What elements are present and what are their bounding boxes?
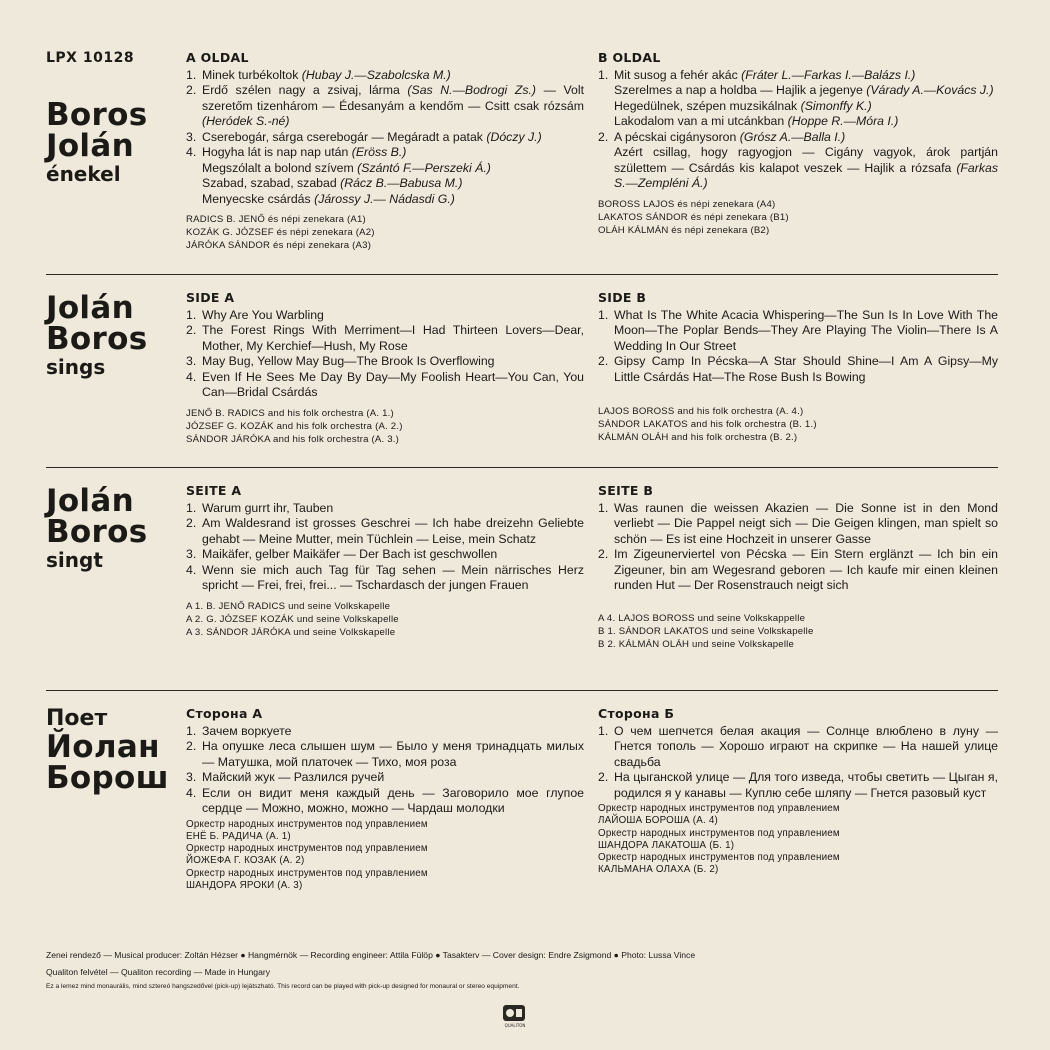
- track-title: Minek turbékoltok (Hubay J.—Szabolcska M.): [202, 67, 451, 82]
- track-number: 2.: [186, 516, 197, 530]
- track-item: [186, 786, 584, 817]
- track-number: 2.: [598, 770, 609, 784]
- orchestra-line: SÁNDOR JÁRÓKA and his folk orchestra (A. 3.): [186, 433, 400, 445]
- section-divider: [46, 274, 998, 275]
- track-item: [186, 370, 584, 401]
- side-a: [186, 706, 584, 892]
- track-title: Warum gurrt ihr, Tauben: [202, 500, 334, 515]
- orchestra-line: Оркестр народных инструментов под управлением: [598, 852, 840, 864]
- side-a-label: SEITE A: [186, 483, 242, 498]
- orchestra-line: JÁRÓKA SÁNDOR és népi zenekara (A3): [186, 240, 372, 251]
- side-b-label: Сторона Б: [598, 706, 675, 721]
- track-list: [598, 724, 998, 802]
- title-line: Boros: [46, 514, 148, 550]
- track-title: Mit susog a fehér akác (Fráter L.—Farkas I.—Balázs I.) Szerelmes a nap a holdba — Hajlik a jegenye (Várady A.—Kovács J.) Hegedülnek, szépen muzsikálnak (Simonffy K.) Lakodalom van a mi utcánkban (Hoppe R.—Móra I.): [614, 67, 994, 128]
- track-title: Если он видит меня каждый день — Заговорило мое глупое сердце — Можно, можно, можно — Чардаш молодки: [202, 785, 584, 815]
- track-number: 1.: [598, 723, 609, 738]
- orchestra-line: OLÁH KÁLMÁN és népi zenekara (B2): [598, 224, 770, 236]
- orchestra-list: [186, 600, 584, 639]
- side-a-label: A OLDAL: [186, 50, 249, 65]
- catalog-number: LPX 10128: [46, 50, 135, 66]
- orchestra-list: [598, 405, 998, 444]
- orchestra-line: ЕНЁ Б. РАДИЧА (А. 1): [186, 830, 291, 842]
- orchestra-list: [598, 803, 998, 877]
- title-subtitle: sings: [46, 355, 106, 379]
- track-item: [598, 724, 998, 771]
- track-title: Was raunen die weissen Akazien — Die Sonne ist in den Mond verliebt — Die Pappel neigt sich — Die Geigen klingen, man spielt so schön — Es ist eine Hochzeit in unserer Gasse: [614, 500, 998, 546]
- track-number: 2.: [598, 129, 609, 144]
- side-b-label: B OLDAL: [598, 50, 661, 65]
- side-b: [598, 483, 998, 651]
- track-item: [598, 770, 998, 801]
- track-title: Maikäfer, gelber Maikäfer — Der Bach ist geschwollen: [202, 547, 498, 561]
- side-a: [186, 50, 584, 252]
- track-number: 3.: [186, 354, 197, 368]
- side-a-label: Сторона А: [186, 706, 263, 721]
- track-number: 2.: [598, 354, 609, 368]
- track-item: [598, 308, 998, 355]
- credits-note: Ez a lemez mind monaurális, mind sztereó hangszedővel (pick-up) lejátszható. This record can be played with pick-up designed for monaural or stereo equipment.: [46, 983, 520, 990]
- orchestra-line: JÓZSEF G. KOZÁK and his folk orchestra (A. 2.): [186, 420, 403, 432]
- track-title: Why Are You Warbling: [202, 307, 324, 322]
- title-line: Jolán: [46, 128, 134, 164]
- track-list: [186, 501, 584, 594]
- track-item: [186, 501, 584, 517]
- credits: [46, 947, 1006, 993]
- side-a: [186, 483, 584, 639]
- track-title: Майский жук — Разлился ручей: [202, 770, 385, 784]
- orchestra-line: LAKATOS SÁNDOR és népi zenekara (B1): [598, 211, 789, 223]
- track-item: [186, 145, 584, 207]
- track-title: Erdő szélen nagy a zsivaj, lárma (Sas N.—Bodrogi Zs.) — Volt szeretőm tizenhárom — Édesanyám a kendőm — Csitt csak rózsám (Heródek S.-né): [202, 83, 584, 128]
- orchestra-list: [186, 819, 584, 893]
- track-item: [186, 68, 584, 84]
- track-number: 4.: [186, 145, 197, 159]
- side-a: [186, 290, 584, 446]
- side-a-label: SIDE A: [186, 290, 235, 305]
- track-item: [186, 739, 584, 770]
- track-title: О чем шепчется белая акация — Солнце влюблено в луну — Гнется тополь — Хорошо играют на скрипке — На нашей улице свадьба: [614, 723, 998, 769]
- track-item: [186, 724, 584, 740]
- logo-text: QUALITON: [504, 1023, 526, 1028]
- track-item: [186, 83, 584, 130]
- orchestra-line: A 4. LAJOS BOROSS und seine Volkskappelle: [598, 612, 806, 624]
- track-title: May Bug, Yellow May Bug—The Brook Is Overflowing: [202, 354, 495, 368]
- track-number: 2.: [186, 739, 197, 753]
- orchestra-line: ЛАЙОША БОРОША (А. 4): [598, 815, 718, 827]
- track-list: [186, 308, 584, 401]
- section-title: [46, 708, 181, 794]
- track-title: Im Zigeunerviertel von Pécska — Ein Stern erglänzt — Ich bin ein Zigeuner, bin am Wegesrand geboren — Ich kaufe mir einen kleinen runden Hut — Der Rosenstrauch neigt sich: [614, 547, 998, 592]
- track-title: На цыганской улице — Для того изведа, чтобы светить — Цыган я, родился я у канавы — Куплю себе шляпу — Гнется разовый куст: [614, 770, 998, 800]
- orchestra-line: BOROSS LAJOS és népi zenekara (A4): [598, 198, 776, 210]
- orchestra-line: JENŐ B. RADICS and his folk orchestra (A. 1.): [186, 407, 394, 419]
- title-prefix: Поет: [46, 706, 108, 731]
- track-number: 2.: [186, 323, 197, 337]
- track-item: [186, 354, 584, 370]
- orchestra-line: LAJOS BOROSS and his folk orchestra (A. 4.): [598, 406, 804, 417]
- track-item: [598, 547, 998, 594]
- title-line: Boros: [46, 97, 148, 133]
- orchestra-list: [598, 198, 998, 237]
- track-title: Зачем воркуете: [202, 723, 292, 738]
- orchestra-line: A 3. SÁNDOR JÁRÓKA und seine Volkskapelle: [186, 626, 396, 638]
- orchestra-line: Оркестр народных инструментов под управлением: [186, 818, 428, 830]
- track-number: 1.: [186, 723, 197, 738]
- track-number: 1.: [186, 307, 197, 322]
- track-title: На опушке леса слышен шум — Было у меня тринадцать милых — Матушка, мой платочек — Тихо, моя роза: [202, 739, 584, 769]
- track-number: 1.: [598, 307, 609, 322]
- credits-line: Qualiton felvétel — Qualiton recording — Made in Hungary: [46, 967, 271, 977]
- qualiton-logo: [500, 1002, 530, 1028]
- track-number: 3.: [186, 770, 197, 784]
- orchestra-line: SÁNDOR LAKATOS and his folk orchestra (B. 1.): [598, 419, 817, 430]
- track-title: Cserebogár, sárga cserebogár — Megáradt a patak (Dóczy J.): [202, 129, 542, 144]
- track-title: Gipsy Camp In Pécska—A Star Should Shine—I Am A Gipsy—My Little Csárdás Hat—The Rose Bush Is Bowing: [614, 354, 998, 384]
- track-item: [186, 547, 584, 563]
- orchestra-line: KÁLMÁN OLÁH and his folk orchestra (B. 2.): [598, 432, 798, 443]
- track-number: 1.: [598, 67, 609, 82]
- track-list: [186, 724, 584, 817]
- orchestra-line: ЙОЖЕФА Г. КОЗАК (А. 2): [186, 855, 305, 867]
- orchestra-line: B 2. KÁLMÁN OLÁH und seine Volkskapelle: [598, 638, 795, 650]
- track-list: [598, 308, 998, 386]
- track-item: [186, 130, 584, 146]
- orchestra-line: Оркестр народных инструментов под управлением: [598, 803, 840, 814]
- orchestra-line: KOZÁK G. JÓZSEF és népi zenekara (A2): [186, 227, 375, 238]
- track-title: Even If He Sees Me Day By Day—My Foolish Heart—You Can, You Can—Bridal Csárdás: [202, 369, 584, 399]
- track-item: [186, 770, 584, 786]
- orchestra-list: [186, 407, 584, 446]
- section-divider: [46, 467, 998, 468]
- track-list: [598, 501, 998, 594]
- title-subtitle: énekel: [46, 162, 121, 186]
- track-item: [598, 501, 998, 548]
- track-item: [186, 563, 584, 594]
- track-number: 3.: [186, 129, 197, 144]
- track-item: [598, 68, 998, 130]
- side-b: [598, 50, 998, 237]
- track-title: Am Waldesrand ist grosses Geschrei — Ich habe dreizehn Geliebte gehabt — Meine Mutter, mein Tüchlein — Leise, mein Schatz: [202, 516, 584, 546]
- title-line: Йолан: [46, 729, 160, 765]
- section-title: [46, 483, 181, 572]
- orchestra-list: [186, 213, 584, 252]
- track-list: [598, 68, 998, 192]
- track-item: [186, 516, 584, 547]
- qualiton-logo-icon: [500, 1002, 530, 1028]
- track-number: 4.: [186, 562, 197, 577]
- side-b-label: SEITE B: [598, 483, 654, 498]
- track-title: The Forest Rings With Merriment—I Had Thirteen Lovers—Dear, Mother, My Kerchief—Hush, My Rose: [202, 323, 584, 353]
- track-number: 1.: [186, 500, 197, 515]
- orchestra-line: Оркестр народных инструментов под управлением: [598, 827, 840, 839]
- track-item: [186, 323, 584, 354]
- section-title: [46, 97, 181, 186]
- track-title: Hogyha lát is nap nap után (Eröss B.) Megszólalt a bolond szívem (Szántó F.—Perszeki Á.) Szabad, szabad, szabad (Rácz B.—Babusa M.) Menyecske csárdás (Járossy J.— Nádasdi G.): [202, 145, 491, 206]
- track-number: 3.: [186, 547, 197, 561]
- side-b-label: SIDE B: [598, 290, 647, 305]
- title-line: Boros: [46, 321, 148, 357]
- title-line: Jolán: [46, 290, 134, 326]
- track-item: [598, 130, 998, 192]
- track-item: [598, 354, 998, 385]
- track-number: 1.: [186, 67, 197, 82]
- orchestra-line: ШАНДОРА ЛАКАТОША (Б. 1): [598, 839, 735, 851]
- credits-line: Zenei rendező — Musical producer: Zoltán Hézser ● Hangmérnök — Recording engineer: Attila Fülöp ● Tasakterv — Cover design: Endre Zsigmond ● Photo: Lussa Vince: [46, 950, 696, 960]
- title-line: Jolán: [46, 483, 134, 519]
- track-title: What Is The White Acacia Whispering—The Sun Is In Love With The Moon—The Poplar Bends—They Are Playing The Violin—There Is A Wedding In Our Street: [614, 307, 998, 353]
- orchestra-line: Оркестр народных инструментов под управлением: [186, 843, 428, 855]
- orchestra-line: КАЛЬМАНА ОЛАХА (Б. 2): [598, 864, 719, 876]
- section-title: [46, 290, 181, 379]
- side-b: [598, 290, 998, 444]
- orchestra-line: ШАНДОРА ЯРОКИ (А. 3): [186, 879, 303, 891]
- orchestra-line: RADICS B. JENŐ és népi zenekara (A1): [186, 214, 366, 225]
- track-item: [186, 308, 584, 324]
- track-title: Wenn sie mich auch Tag für Tag sehen — Mein närrisches Herz spricht — Frei, frei, frei... — Tschardasch der jungen Frauen: [202, 562, 584, 592]
- track-list: [186, 68, 584, 208]
- orchestra-line: Оркестр народных инструментов под управлением: [186, 867, 428, 879]
- track-title: A pécskai cigánysoron (Grósz A.—Balla I.) Azért csillag, hogy ragyogjon — Cigány vagyok, árok partján születtem — Csárdás kis kalapot veszek — Hajlik a rózsafa (Farkas S.—Zempléni Á.): [614, 129, 998, 190]
- track-number: 1.: [598, 500, 609, 515]
- title-subtitle: singt: [46, 548, 103, 572]
- orchestra-list: [598, 612, 998, 651]
- track-number: 2.: [186, 83, 197, 97]
- side-b: [598, 706, 998, 877]
- orchestra-line: A 1. B. JENŐ RADICS und seine Volkskapelle: [186, 600, 391, 612]
- track-number: 4.: [186, 785, 197, 800]
- orchestra-line: B 1. SÁNDOR LAKATOS und seine Volkskapelle: [598, 625, 814, 637]
- title-line: Борош: [46, 760, 169, 796]
- orchestra-line: A 2. G. JÓZSEF KOZÁK und seine Volkskapelle: [186, 613, 399, 625]
- track-number: 4.: [186, 369, 197, 384]
- section-divider: [46, 690, 998, 691]
- track-number: 2.: [598, 547, 609, 561]
